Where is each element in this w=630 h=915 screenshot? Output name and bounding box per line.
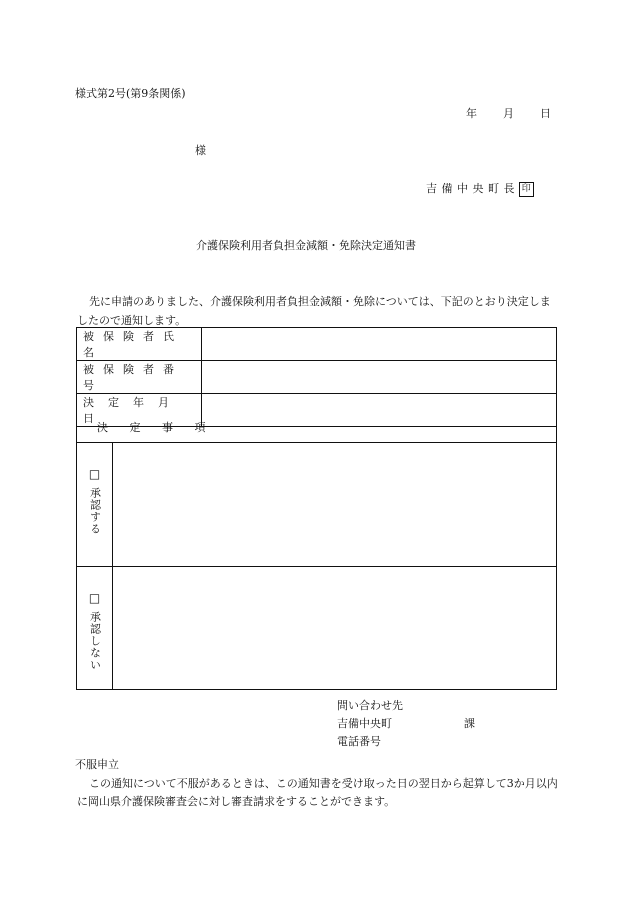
deny-label-cell (77, 567, 113, 690)
info-table (76, 327, 557, 427)
table-row (77, 361, 557, 394)
approve-checkbox[interactable]: □ (88, 467, 101, 481)
seal-box: 印 (519, 182, 534, 197)
insured-name-label: 被保険者氏名 (77, 328, 202, 361)
intro-text: 先に申請のありました、介護保険利用者負担金減額・免除については、下記のとおり決定しましたので通知します。 (77, 295, 551, 327)
approve-option (77, 443, 556, 567)
insured-number-label: 被保険者番号 (77, 361, 202, 394)
date-month-label: 月 (503, 107, 514, 120)
appeal-body: この通知について不服があるときは、この通知書を受け取った日の翌日から起算して3か月以内に岡山県介護保険審査会に対し審査請求をすることができます。 (77, 777, 558, 808)
insured-number-value (202, 361, 557, 394)
approve-label: 承認する (88, 487, 102, 535)
contact-phone-label: 電話番号 (337, 735, 381, 748)
approve-label-cell (77, 443, 113, 566)
document-title: 介護保険利用者負担金減額・免除決定通知書 (196, 239, 416, 252)
decision-header: 決 定 事 項 (77, 413, 556, 443)
decision-date-label: 決定年月日 (77, 394, 202, 427)
form-number: 様式第2号(第9条関係) (75, 87, 186, 100)
issuer-name: 吉 備 中 央 町 長 (426, 182, 515, 195)
addressee-suffix: 様 (195, 144, 206, 157)
contact-department: 課 (464, 717, 475, 730)
deny-option (77, 567, 556, 690)
date-day-label: 日 (540, 107, 551, 120)
date-year-label: 年 (466, 107, 477, 120)
contact-office-line (337, 715, 475, 733)
contact-block (337, 697, 475, 751)
contact-heading: 問い合わせ先 (337, 699, 403, 712)
table-row (77, 328, 557, 361)
appeal-title: 不服申立 (75, 758, 119, 771)
insured-name-value (202, 328, 557, 361)
contact-office: 吉備中央町 (337, 717, 392, 730)
date-line (466, 105, 551, 121)
issuer-line (426, 180, 534, 197)
deny-checkbox[interactable]: □ (88, 591, 101, 605)
deny-label: 承認しない (88, 611, 102, 671)
decision-section (76, 413, 557, 690)
